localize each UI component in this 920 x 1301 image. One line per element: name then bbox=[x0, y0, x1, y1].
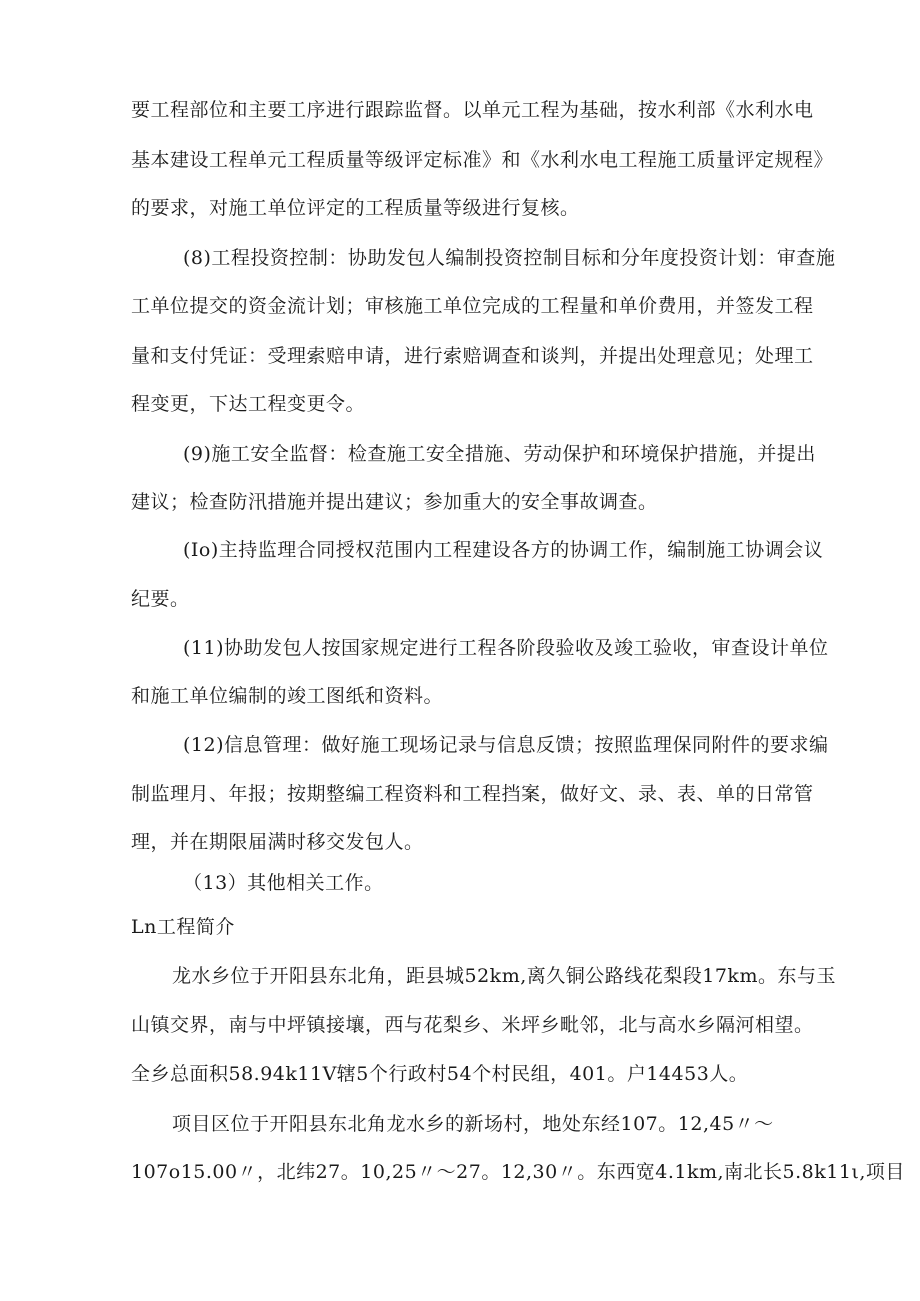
text-line: 制监理月、年报；按期整编工程资料和工程挡案，做好文、录、表、单的日常管 bbox=[131, 783, 814, 805]
section-heading: Ln工程简介 bbox=[131, 916, 235, 938]
text-line: 全乡总面积58.94k11V辖5个行政村54个村民组，401。户14453人。 bbox=[131, 1063, 749, 1085]
text-line: 龙水乡位于开阳县东北角，距县城52km,离久铜公路线花梨段17km。东与玉 bbox=[172, 965, 836, 987]
text-line: 理，并在期限届满时移交发包人。 bbox=[131, 831, 424, 853]
text-line: 工单位提交的资金流计划；审核施工单位完成的工程量和单价费用，并签发工程 bbox=[131, 295, 814, 317]
text-line: （13）其他相关工作。 bbox=[183, 872, 384, 894]
text-line: (8)工程投资控制：协助发包人编制投资控制目标和分年度投资计划：审查施 bbox=[183, 247, 836, 269]
text-line: (9)施工安全监督：检查施工安全措施、劳动保护和环境保护措施，并提出 bbox=[183, 443, 816, 465]
text-line: (11)协助发包人按国家规定进行工程各阶段验收及竣工验收，审查设计单位 bbox=[183, 637, 829, 659]
text-line: 项目区位于开阳县东北角龙水乡的新场村，地处东经107。12,45〃〜 bbox=[172, 1113, 774, 1135]
text-line: 要工程部位和主要工序进行跟踪监督。以单元工程为基础，按水利部《水利水电 bbox=[131, 99, 814, 121]
text-line: 量和支付凭证：受理索赔申请，进行索赔调查和谈判，并提出处理意见；处理工 bbox=[131, 345, 814, 367]
text-line: 基本建设工程单元工程质量等级评定标准》和《水利水电工程施工质量评定规程》 bbox=[131, 149, 834, 171]
text-line: 程变更，下达工程变更令。 bbox=[131, 393, 366, 415]
text-line: 纪要。 bbox=[131, 588, 190, 610]
text-line: 和施工单位编制的竣工图纸和资料。 bbox=[131, 685, 444, 707]
text-line: 的要求，对施工单位评定的工程质量等级进行复核。 bbox=[131, 197, 580, 219]
text-line: (Io)主持监理合同授权范围内工程建设各方的协调工作，编制施工协调会议 bbox=[183, 539, 824, 561]
text-line: (12)信息管理：做好施工现场记录与信息反馈；按照监理保同附件的要求编 bbox=[183, 734, 829, 756]
text-line: 107o15.00〃，北纬27。10,25〃〜27。12,30〃。东西宽4.1km,南北长5.8k11ι,项目 bbox=[131, 1161, 905, 1183]
text-line: 建议；检查防汛措施并提出建议；参加重大的安全事故调查。 bbox=[131, 491, 658, 513]
text-line: 山镇交界，南与中坪镇接壤，西与花梨乡、米坪乡毗邻，北与高水乡隔河相望。 bbox=[131, 1014, 814, 1036]
